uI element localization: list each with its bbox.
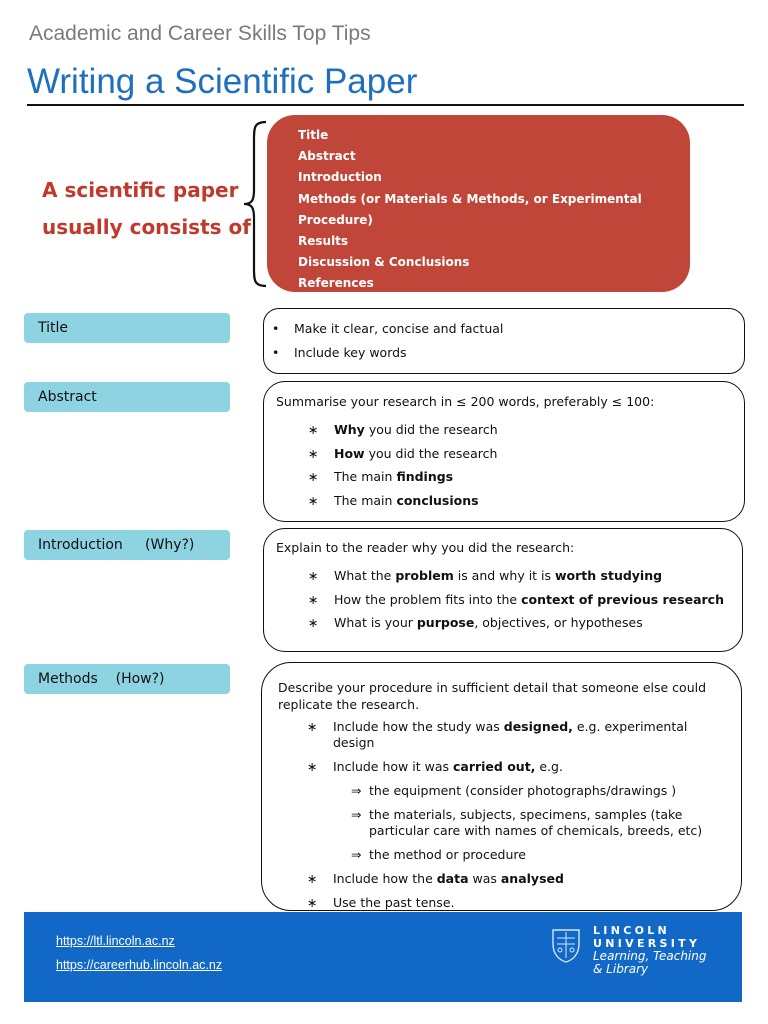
title-divider bbox=[27, 104, 744, 106]
introduction-intro-text: Explain to the reader why you did the research: bbox=[276, 540, 575, 555]
list-item: ∗ How the problem fits into the context of previous research bbox=[334, 588, 742, 612]
section-label-methods: Methods (How?) bbox=[24, 664, 230, 694]
title-tips-box bbox=[263, 308, 745, 374]
bullet-icon: • bbox=[272, 321, 280, 336]
list-item: ∗ Include how the data was analysed bbox=[307, 871, 564, 886]
bullet-icon: • bbox=[272, 345, 280, 360]
overview-lead-text bbox=[42, 172, 252, 246]
overview-sections-list bbox=[267, 115, 690, 295]
overview-section-discussion: Discussion & Conclusions bbox=[298, 255, 470, 270]
methods-sub-list bbox=[333, 783, 717, 863]
asterisk-icon: ∗ bbox=[307, 759, 318, 774]
list-item: ∗ The main conclusions bbox=[334, 489, 744, 513]
asterisk-icon: ∗ bbox=[307, 719, 318, 734]
overview-lead-line-2: usually consists of bbox=[42, 215, 251, 239]
list-item: ∗ What the problem is and why it is worth studying bbox=[334, 564, 742, 588]
link-careerhub[interactable]: https://careerhub.lincoln.ac.nz bbox=[56, 958, 223, 972]
overview-section-introduction: Introduction bbox=[298, 170, 382, 185]
list-item: • Make it clear, concise and factual bbox=[294, 317, 744, 341]
title-tips-list bbox=[272, 317, 744, 365]
asterisk-icon: ∗ bbox=[307, 871, 318, 886]
asterisk-icon: ∗ bbox=[308, 591, 319, 607]
sub-list-item: ⇒ the method or procedure bbox=[351, 847, 526, 862]
overview-section-references: References bbox=[298, 276, 374, 291]
asterisk-icon: ∗ bbox=[308, 615, 319, 631]
abstract-intro-text: Summarise your research in ≤ 200 words, preferably ≤ 100: bbox=[276, 394, 655, 409]
list-item: ∗ Why you did the research bbox=[334, 418, 744, 442]
section-label-abstract: Abstract bbox=[24, 382, 230, 412]
list-item: ∗ The main findings bbox=[334, 465, 744, 489]
introduction-tips-box bbox=[263, 528, 743, 652]
overview-section-results: Results bbox=[298, 234, 349, 249]
link-ltl[interactable]: https://ltl.lincoln.ac.nz bbox=[56, 934, 175, 948]
double-arrow-icon: ⇒ bbox=[351, 783, 362, 798]
list-item: ∗ Include how the study was designed, e.g. experimental design bbox=[307, 719, 688, 750]
abstract-tips-box bbox=[263, 381, 745, 522]
double-arrow-icon: ⇒ bbox=[351, 847, 362, 862]
double-arrow-icon: ⇒ bbox=[351, 807, 362, 822]
university-logo-subtitle: Learning, Teaching & Library bbox=[593, 949, 707, 976]
list-item: ∗ How you did the research bbox=[334, 442, 744, 466]
list-item: ∗ What is your purpose, objectives, or hypotheses bbox=[334, 611, 742, 635]
section-label-introduction: Introduction (Why?) bbox=[24, 530, 230, 560]
asterisk-icon: ∗ bbox=[307, 895, 318, 910]
header-subtitle: Academic and Career Skills Top Tips bbox=[29, 22, 371, 45]
footer-bar bbox=[24, 912, 742, 1002]
methods-tips-box bbox=[261, 662, 742, 911]
overview-section-methods: Methods (or Materials & Methods, or Experimental Procedure) bbox=[298, 191, 642, 227]
methods-tips-list bbox=[278, 719, 717, 911]
overview-section-title: Title bbox=[298, 128, 329, 142]
section-label-title: Title bbox=[24, 313, 230, 343]
sub-list-item: ⇒ the equipment (consider photographs/drawings ) bbox=[351, 783, 677, 798]
list-item: ∗ Use the past tense. bbox=[307, 895, 455, 910]
asterisk-icon: ∗ bbox=[308, 445, 319, 461]
university-logo-name: LINCOLN UNIVERSITY bbox=[593, 924, 701, 950]
abstract-tips-list bbox=[276, 418, 744, 512]
list-item: ∗ Include how it was carried out, e.g. ⇒ the equipment (consider photographs/drawings ) ⇒ the materials, subjects, specimens, samples (take particular care with names of chemicals, breeds, etc) ⇒ the method or procedure bbox=[333, 759, 717, 863]
asterisk-icon: ∗ bbox=[308, 422, 319, 437]
sub-list-item: ⇒ the materials, subjects, specimens, samples (take particular care with names of chemicals, breeds, etc) bbox=[351, 807, 703, 838]
asterisk-icon: ∗ bbox=[308, 469, 319, 485]
university-crest-icon bbox=[547, 924, 585, 964]
asterisk-icon: ∗ bbox=[308, 568, 319, 583]
introduction-tips-list bbox=[276, 564, 742, 635]
asterisk-icon: ∗ bbox=[308, 492, 319, 508]
methods-intro-text: Describe your procedure in sufficient detail that someone else could replicate the research. bbox=[278, 680, 707, 712]
overview-sections-box bbox=[267, 115, 690, 292]
page-title: Writing a Scientific Paper bbox=[27, 62, 418, 101]
list-item: • Include key words bbox=[294, 341, 744, 365]
overview-lead-line-1: A scientific paper bbox=[42, 178, 239, 202]
overview-section-abstract: Abstract bbox=[298, 149, 356, 164]
